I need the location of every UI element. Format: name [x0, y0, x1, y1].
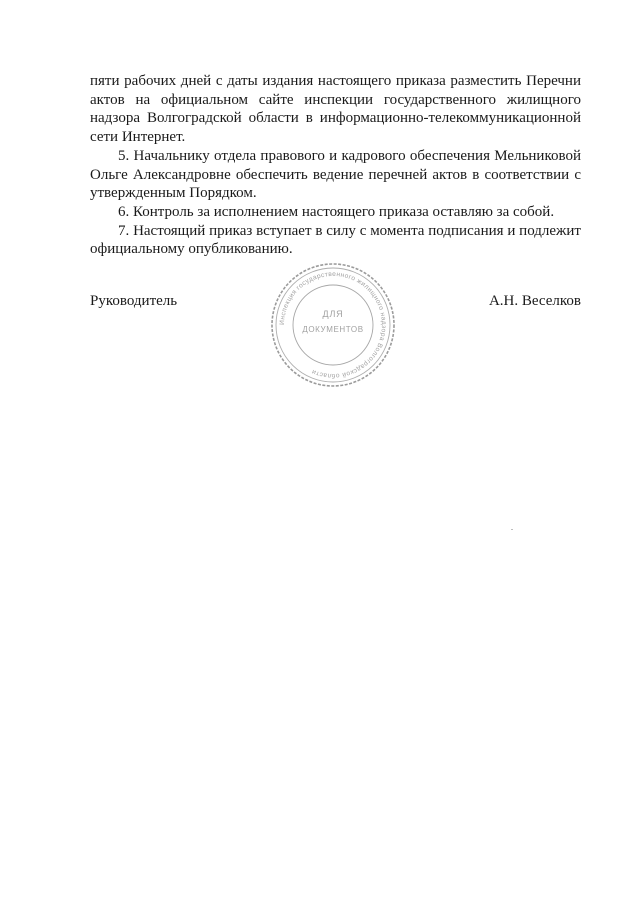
paragraph-item-6: 6. Контроль за исполнением настоящего приказа оставляю за собой. [118, 203, 555, 220]
stamp-seal-icon [268, 260, 398, 390]
scan-speck [511, 529, 513, 530]
official-stamp [268, 260, 398, 390]
svg-text:Инспекция государственного жил: Инспекция государственного жилищного надзора Волгоградской области [278, 270, 388, 380]
paragraph-item-7: 7. Настоящий приказ вступает в силу с момента подписания и подлежит официальному опубликованию. [90, 222, 581, 258]
paragraph-item-5: 5. Начальнику отдела правового и кадрового обеспечения Мельниковой Ольге Александровне обеспечить ведение перечней актов в соответствии с утвержденным Порядком. [90, 147, 581, 202]
svg-text:ДОКУМЕНТОВ: ДОКУМЕНТОВ [302, 325, 364, 334]
document-body [90, 72, 581, 259]
signer-name: А.Н. Веселков [488, 293, 581, 309]
signer-title: Руководитель [90, 293, 178, 309]
paragraph-continuation: пяти рабочих дней с даты издания настоящего приказа разместить Перечни актов на официальном сайте инспекции государственного жилищного надзора Волгоградской области в информационно-телекоммуникационной сети Интернет. [90, 73, 581, 146]
svg-text:ДЛЯ: ДЛЯ [322, 309, 344, 319]
